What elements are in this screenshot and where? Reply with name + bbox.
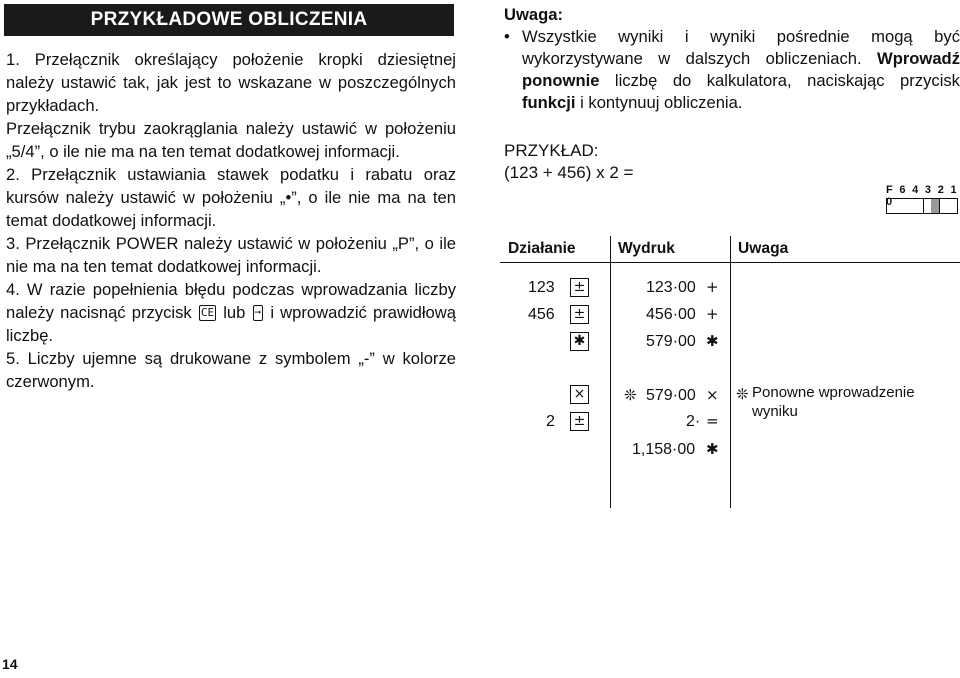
multiply-key-icon: × — [570, 385, 589, 404]
note-column — [504, 4, 960, 114]
page-number: 14 — [2, 656, 18, 672]
instruction-2: 2. Przełącznik ustawiania stawek podatku i rabatu oraz kursów należy ustawić w położeniu „•”, o ile nie ma na ten temat dodatkowej informacji. — [6, 165, 456, 230]
instruction-4 — [6, 278, 456, 347]
table-print-value: 579·00 — [646, 387, 696, 404]
multiply-symbol: × — [706, 386, 719, 404]
equals-symbol: = — [706, 412, 719, 430]
table-print-value: 2· — [686, 413, 701, 430]
table-header-note: Uwaga — [738, 240, 789, 257]
example-expression: (123 + 456) x 2 = — [504, 163, 634, 182]
table-input: 456 — [528, 306, 555, 323]
table-input: 2 — [546, 413, 555, 430]
table-header-operation: Działanie — [508, 240, 576, 257]
note-text: Wszystkie wyniki i wyniki pośrednie mogą być wykorzystywane w dalszych obliczeniach. Wprowadź ponownie liczbę do kalkulatora, naciskając przycisk funkcji i kontynuuj obliczenia. — [522, 27, 960, 112]
example-block — [504, 140, 633, 184]
plus-minus-key-icon: ± — [570, 305, 589, 324]
table-header-printout: Wydruk — [618, 240, 675, 257]
note-item — [504, 26, 960, 114]
note-title: Uwaga: — [504, 5, 564, 24]
instruction-1-rounding: Przełącznik trybu zaokrąglania należy ustawić w położeniu „5/4”, o ile nie ma na ten temat dodatkowej informacji. — [6, 119, 456, 161]
table-print-value: 456·00 — [646, 306, 696, 323]
total-symbol: ✱ — [706, 332, 719, 350]
plus-symbol: + — [706, 305, 719, 323]
table-print-value: 1,158·00 — [632, 441, 696, 458]
table-input: 123 — [528, 279, 555, 296]
instruction-4-text-b: i wprowadzić prawidłową liczbę. — [6, 303, 456, 345]
switch-knob — [931, 199, 939, 213]
decimal-switch-label: F 6 4 3 2 1 0 — [886, 184, 959, 208]
plus-symbol: + — [706, 278, 719, 296]
decimal-switch-diagram — [886, 198, 958, 214]
plus-minus-key-icon: ± — [570, 278, 589, 297]
ce-key-icon: CE — [200, 306, 215, 319]
backspace-key-icon: ➞ — [254, 306, 262, 319]
switch-divider — [923, 199, 924, 213]
bullet-icon: • — [504, 27, 510, 46]
table-print-value: 579·00 — [646, 333, 696, 350]
instruction-1: 1. Przełącznik określający położenie kropki dziesiętnej należy ustawić tak, jak jest to wskazane w poszczególnych przykładach. — [6, 50, 456, 115]
switch-divider — [939, 199, 940, 213]
reentry-star-icon: ❊ — [624, 386, 637, 404]
section-title: PRZYKŁADOWE OBLICZENIA — [4, 4, 454, 36]
instruction-5: 5. Liczby ujemne są drukowane z symbolem „-” w kolorze czerwonym. — [6, 349, 456, 391]
instructions-column — [6, 48, 456, 393]
instruction-4-or: lub — [223, 303, 246, 322]
example-label: PRZYKŁAD: — [504, 141, 599, 160]
instruction-3: 3. Przełącznik POWER należy ustawić w położeniu „P”, o ile nie ma na ten temat dodatkowej informacji. — [6, 234, 456, 276]
table-print-value: 123·00 — [646, 279, 696, 296]
instruction-4-text-a: 4. W razie popełnienia błędu podczas wprowadzania liczby należy nacisnąć przycisk — [6, 280, 456, 322]
note-emphasis-reenter: Wprowadź ponownie — [522, 49, 960, 90]
table-column-divider — [610, 236, 611, 508]
total-key-icon: ✱ — [570, 332, 589, 351]
total-symbol: ✱ — [706, 440, 719, 458]
table-column-divider — [730, 236, 731, 508]
table-note: Ponowne wprowadzenie wyniku — [752, 384, 915, 420]
note-emphasis-function: funkcji — [522, 93, 576, 112]
plus-minus-key-icon: ± — [570, 412, 589, 431]
reentry-star-icon: ❊ — [736, 385, 749, 403]
